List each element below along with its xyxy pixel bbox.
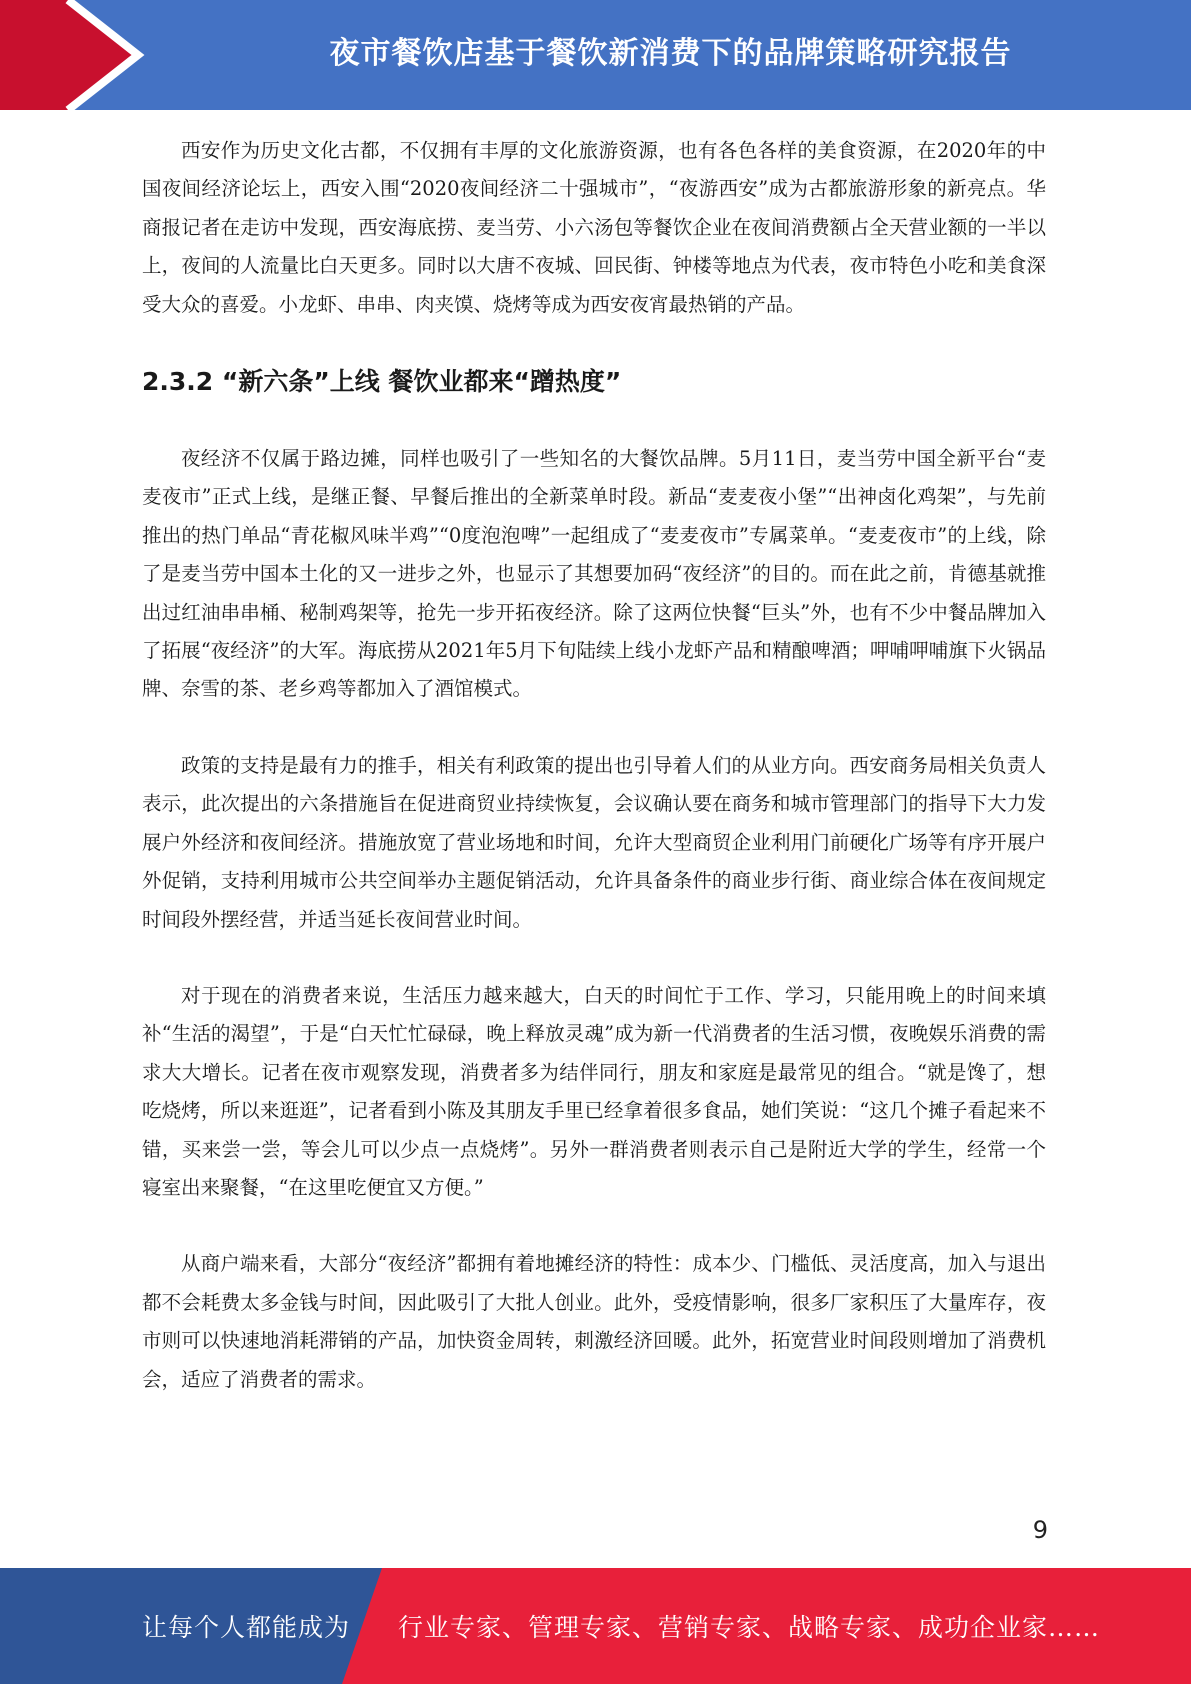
page-number: 9: [1032, 1516, 1048, 1544]
section-heading: 2.3.2 “新六条”上线 餐饮业都来“蹭热度”: [142, 367, 622, 397]
paragraph-2: 政策的支持是最有力的推手，相关有利政策的提出也引导着人们的从业方向。西安商务局相关负责人表示，此次提出的六条措施旨在促进商贸业持续恢复，会议确认要在商务和城市管理部门的指导下大力发展户外经济和夜间经济。措施放宽了营业场地和时间，允许大型商贸企业利用门前硬化广场等有序开展户外促销，支持利用城市公共空间举办主题促销活动，允许具备条件的商业步行街、商业综合体在夜间规定时间段外摆经营，并适当延长夜间营业时间。: [142, 753, 1046, 931]
footer-slogan-right: 行业专家、管理专家、营销专家、战略专家、成功企业家……: [398, 1613, 1101, 1642]
page-header: [0, 0, 1191, 110]
footer-slogan-left: 让每个人都能成为: [142, 1613, 351, 1642]
paragraph-3: 对于现在的消费者来说，生活压力越来越大，白天的时间忙于工作、学习，只能用晚上的时间来填补“生活的渴望”，于是“白天忙忙碌碌，晚上释放灵魂”成为新一代消费者的生活习惯，夜晚娱乐消费的需求大大增长。记者在夜市观察发现，消费者多为结伴同行，朋友和家庭是最常见的组合。“就是馋了，想吃烧烤，所以来逛逛”，记者看到小陈及其朋友手里已经拿着很多食品，她们笑说：“这几个摊子看起来不错，买来尝一尝，等会儿可以少点一点烧烤”。另外一群消费者则表示自己是附近大学的学生，经常一个寝室出来聚餐，“在这里吃便宜又方便。”: [142, 983, 1046, 1199]
page-footer: [0, 1568, 1191, 1684]
paragraph-1: 夜经济不仅属于路边摊，同样也吸引了一些知名的大餐饮品牌。5月11日，麦当劳中国全新平台“麦麦夜市”正式上线，是继正餐、早餐后推出的全新菜单时段。新品“麦麦夜小堡”“出神卤化鸡架”，与先前推出的热门单品“青花椒风味半鸡”“0度泡泡啤”一起组成了“麦麦夜市”专属菜单。“麦麦夜市”的上线，除了是麦当劳中国本土化的又一进步之外，也显示了其想要加码“夜经济”的目的。而在此之前，肯德基就推出过红油串串桶、秘制鸡架等，抢先一步开拓夜经济。除了这两位快餐“巨头”外，也有不少中餐品牌加入了拓展“夜经济”的大军。海底捞从2021年5月下旬陆续上线小龙虾产品和精酿啤酒；呷哺呷哺旗下火锅品牌、奈雪的茶、老乡鸡等都加入了酒馆模式。: [142, 447, 1046, 701]
paragraph-4: 从商户端来看，大部分“夜经济”都拥有着地摊经济的特性：成本少、门槛低、灵活度高，加入与退出都不会耗费太多金钱与时间，因此吸引了大批人创业。此外，受疫情影响，很多厂家积压了大量库存，夜市则可以快速地消耗滞销的产品，加快资金周转，刺激经济回暖。此外，拓宽营业时间段则增加了消费机会，适应了消费者的需求。: [142, 1252, 1046, 1391]
paragraph-intro: 西安作为历史文化古都，不仅拥有丰厚的文化旅游资源，也有各色各样的美食资源，在2020年的中国夜间经济论坛上，西安入围“2020夜间经济二十强城市”，“夜游西安”成为古都旅游形象的新亮点。华商报记者在走访中发现，西安海底捞、麦当劳、小六汤包等餐饮企业在夜间消费额占全天营业额的一半以上，夜间的人流量比白天更多。同时以大唐不夜城、回民街、钟楼等地点为代表，夜市特色小吃和美食深受大众的喜爱。小龙虾、串串、肉夹馍、烧烤等成为西安夜宵最热销的产品。: [142, 139, 1046, 316]
header-title: 夜市餐饮店基于餐饮新消费下的品牌策略研究报告: [329, 36, 1012, 71]
document-body: [142, 132, 1046, 1437]
